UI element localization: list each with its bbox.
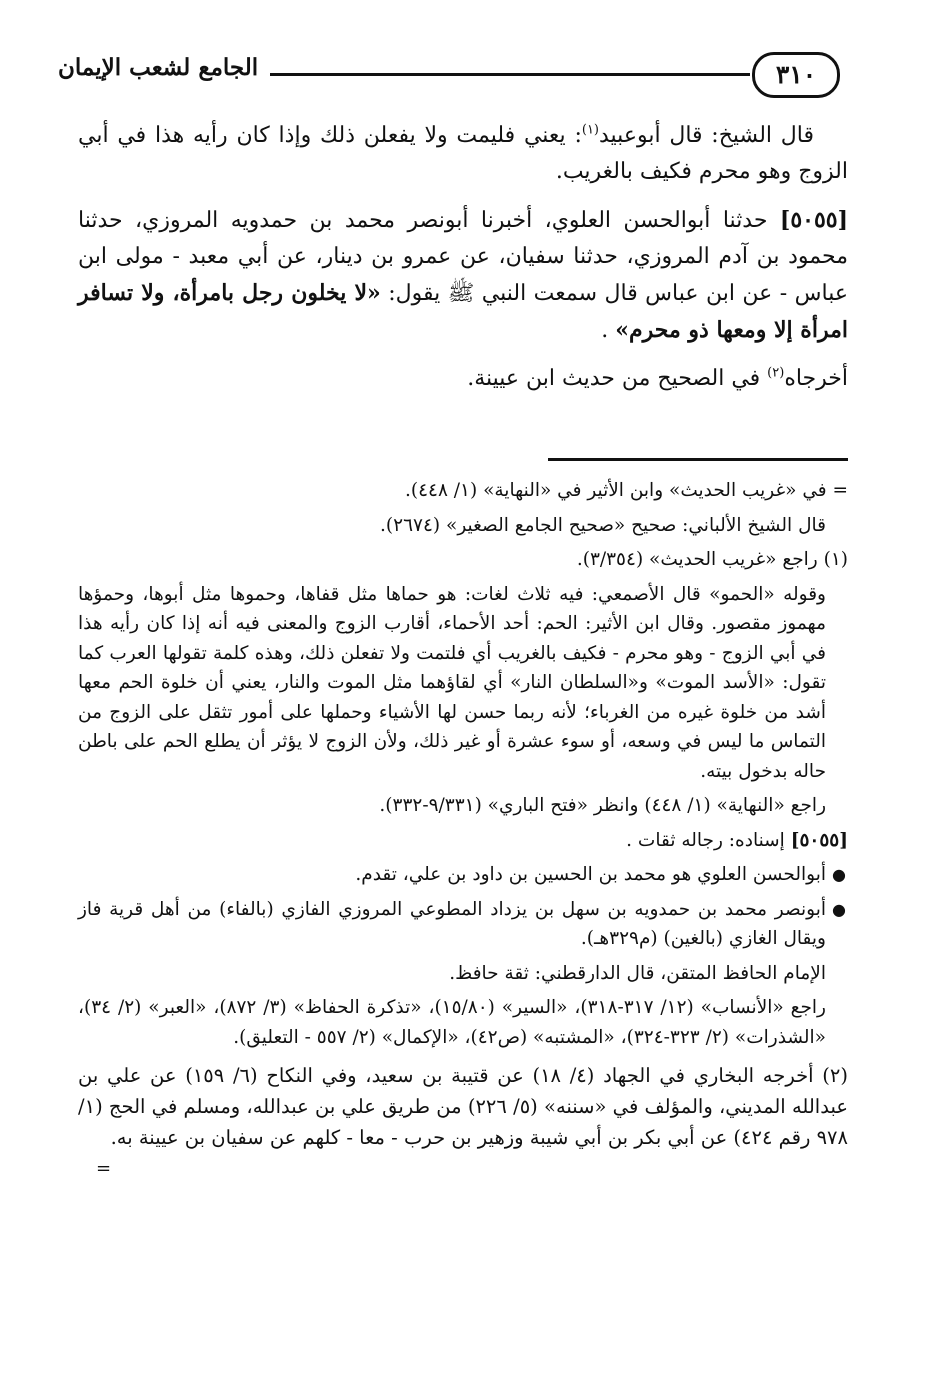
- text: أبوالحسن العلوي هو محمد بن الحسين بن داود بن علي، تقدم.: [355, 864, 826, 885]
- continuation-mark: =: [96, 1158, 112, 1179]
- list-item: [78, 895, 848, 954]
- text: : يعني فليمت ولا يفعلن ذلك وإذا كان رأيه هذا في أبي الزوج وهو محرم فكيف بالغريب.: [78, 123, 848, 184]
- page-number-badge: ٣١٠: [752, 52, 840, 98]
- footnote-2: (٢) أخرجه البخاري في الجهاد (٤/ ١٨) عن قتيبة بن سعيد، وفي النكاح (٦/ ١٥٩) عن علي بن عبدالله المديني، والمؤلف في «سننه» (٥/ ٢٢٦) من طريق علي بن عبدالله، ومسلم في الحج (١/ ٩٧٨ رقم ٤٢٤) عن أبي بكر بن أبي شيبة وزهير بن حرب - معا - كلهم عن سفيان بن عيينة به.: [78, 1064, 848, 1149]
- text: إسناده: رجاله ثقات .: [626, 829, 791, 851]
- paragraph-shaykh-comment: [78, 118, 848, 190]
- text: أخرجاه: [784, 366, 848, 391]
- hadith-number: [٥٠٥٥]: [790, 829, 848, 851]
- main-text: [78, 118, 848, 409]
- footnote-narrator-grading: الإمام الحافظ المتقن، قال الدارقطني: ثقة حافظ.: [449, 962, 826, 984]
- footnote-1-references: راجع «النهاية» (١/ ٤٤٨) وانظر «فتح الباري» (٩/٣٣١-٣٣٢).: [379, 795, 826, 816]
- footnote-separator: [548, 458, 848, 461]
- isnad-text: حدثنا أبوالحسن العلوي، أخبرنا أبونصر محمد بن حمدويه المروزي، حدثنا محمود بن آدم المروزي، حدثنا سفيان، عن عمرو بن دينار، عن أبي معبد - مولى ابن عباس - عن ابن عباس قال سمعت النبي ﷺ يقول:: [78, 208, 848, 306]
- footnote-1: (١) راجع «غريب الحديث» (٣/٣٥٤).: [576, 549, 848, 570]
- footnotes: [78, 476, 848, 1180]
- footnote-1-explanation: وقوله «الحمو» قال الأصمعي: فيه ثلاث لغات: هو حماها مثل قفاها، وحموها مثل أبوها، وحمؤها مهموز مقصور. وقال ابن الأثير: الحم: أحد الأحماء، أقارب الزوج والمعنى فيه أنه إذا كان رأيه هذا في أبي الزوج - وهو محرم - فكيف بالغريب أي فلتمت ولا تفعلن ذلك، وهذه كلمة تقولها العرب كما تقول: «الأسد الموت» و«السلطان النار» أي لقاؤهما مثل الموت والنار، يعني أن خلوة الحم معها أشد من خلوة غيره من الغرباء؛ لأنه ربما حسن لها الأشياء وحملها على أمور تثقل على الزوج من التماس ما ليس في وسعه، أو سوء عشرة أو غير ذلك، ولأن الزوج لا يؤثر أن يطلع الحم على باطن حاله بدخول بيته.: [78, 583, 826, 782]
- running-title: الجامع لشعب الإيمان: [58, 54, 259, 81]
- text: .: [601, 318, 616, 343]
- hadith-number: [٥٠٥٥]: [779, 207, 848, 233]
- page-header: [58, 44, 848, 102]
- bullet-dot-icon: ●: [832, 899, 846, 919]
- hadith-matn: «لا يخلون رجل بامرأة، ولا تسافر امرأة إلا ومعها ذو محرم»: [78, 280, 848, 343]
- footnote-ref-2: (٢): [767, 365, 785, 381]
- footnote-albani-grading: قال الشيخ الألباني: صحيح «صحيح الجامع الصغير» (٢٦٧٤).: [380, 514, 826, 536]
- footnote-continued: = في «غريب الحديث» وابن الأثير في «النهاية» (١/ ٤٤٨).: [404, 480, 848, 501]
- footnote-ref-1: (١): [581, 122, 599, 138]
- footnote-narrator-references: راجع «الأنساب» (١٢/ ٣١٧-٣١٨)، «السير» (١٥/٨٠)، «تذكرة الحفاظ» (٣/ ٨٧٢)، «العبر» (٢/ ٣٤)، «الشذرات» (٢/ ٣٢٣-٣٢٤)، «المشتبه» (ص٤٢)، «الإكمال» (٢/ ٥٥٧ - التعليق).: [78, 997, 826, 1048]
- list-item: [78, 860, 848, 890]
- paragraph-hadith-5055: [78, 202, 848, 349]
- text: أبونصر محمد بن حمدويه بن سهل بن يزداد المطوعي المروزي الفازي (بالفاء) من أهل قرية فاز ويقال الغازي (بالغين) (م٣٢٩هـ).: [78, 898, 826, 949]
- footnote-isnad-heading: [78, 826, 848, 856]
- paragraph-takhrij: [78, 361, 848, 397]
- text: قال الشيخ: قال أبوعبيد: [599, 123, 814, 148]
- bullet-dot-icon: ●: [832, 865, 846, 884]
- text: في الصحيح من حديث ابن عيينة.: [467, 366, 768, 391]
- header-rule: [270, 73, 750, 76]
